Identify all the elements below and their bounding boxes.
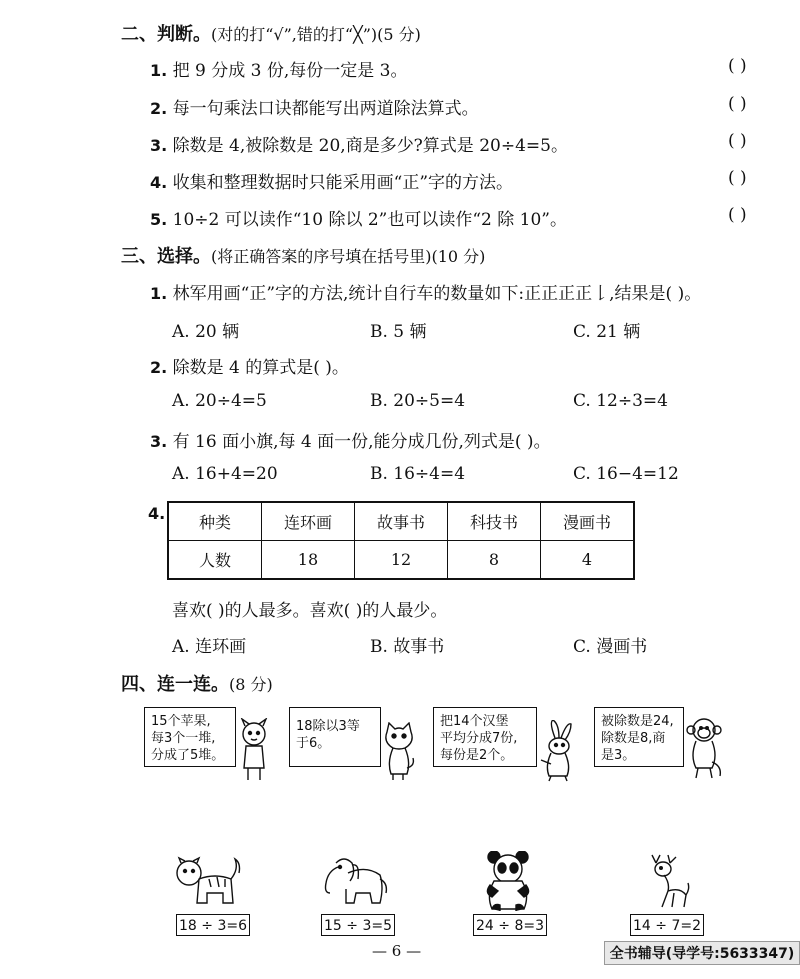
card-line: 被除数是24, [601, 714, 674, 729]
section-2-note: (对的打“√”,错的打“╳”)(5 分) [211, 25, 421, 44]
card-line: 把14个汉堡 [440, 714, 509, 729]
table-cell: 科技书 [448, 502, 541, 541]
elephant-icon [318, 853, 390, 911]
table-cell: 故事书 [355, 502, 448, 541]
card-line: 每3个一堆, [151, 731, 216, 746]
statement-card-3[interactable] [433, 707, 537, 767]
rabbit-icon [537, 720, 577, 782]
table-header-row [168, 502, 634, 541]
table-cell: 4 [541, 541, 635, 580]
judge-item-1 [150, 56, 408, 81]
item-text: 除数是 4,被除数是 20,商是多少?算式是 20÷4=5。 [172, 136, 568, 156]
item-number: 4. [148, 504, 166, 523]
tiger-icon [173, 855, 245, 911]
option-a[interactable]: A. 20÷4=5 [172, 391, 267, 411]
card-line: 15个苹果, [151, 714, 211, 729]
judge-item-4 [150, 168, 513, 193]
table-cell: 漫画书 [541, 502, 635, 541]
statement-card-1[interactable] [144, 707, 236, 767]
answer-blank[interactable]: ( ) [728, 205, 747, 225]
guide-badge: 全书辅导(导学号:5633347) [604, 941, 800, 965]
item-number: 5. [150, 210, 168, 229]
option-b[interactable]: B. 20÷5=4 [370, 391, 466, 411]
judge-item-2 [150, 94, 479, 119]
statement-card-4[interactable] [594, 707, 684, 767]
choice-question-2 [150, 353, 349, 378]
option-b[interactable]: B. 16÷4=4 [370, 464, 466, 484]
table-cell: 连环画 [261, 502, 354, 541]
answer-blank[interactable]: ( ) [728, 131, 747, 151]
card-line: 除数是8,商 [601, 731, 666, 746]
judge-item-5 [150, 205, 567, 230]
equation-box[interactable]: 14 ÷ 7=2 [630, 914, 704, 936]
option-b[interactable]: B. 故事书 [370, 637, 445, 657]
statement-card-2[interactable] [289, 707, 381, 767]
item-text: 10÷2 可以读作“10 除以 2”也可以读作“2 除 10”。 [172, 210, 567, 230]
section-3-heading [121, 242, 485, 268]
item-number: 3. [150, 136, 168, 155]
page-number: — 6 — [372, 942, 422, 960]
question-text: 林军用画“正”字的方法,统计自行车的数量如下:正正正正𠄌,结果是( )。 [172, 284, 702, 304]
equation-box[interactable]: 15 ÷ 3=5 [321, 914, 395, 936]
answer-blank[interactable]: ( ) [728, 168, 747, 188]
judge-item-3 [150, 131, 568, 156]
section-2-title: 二、判断。 [121, 24, 211, 45]
table-cell: 8 [448, 541, 541, 580]
card-line: 于6。 [296, 736, 331, 751]
section-3-title: 三、选择。 [121, 246, 211, 267]
table-cell: 12 [355, 541, 448, 580]
answer-blank[interactable]: ( ) [728, 94, 747, 114]
equation-box[interactable]: 24 ÷ 8=3 [473, 914, 547, 936]
section-4-title: 四、连一连。 [121, 674, 229, 695]
choice-question-4-text: 喜欢( )的人最多。喜欢( )的人最少。 [172, 601, 448, 621]
option-a[interactable]: A. 20 辆 [172, 322, 240, 342]
reading-table [167, 501, 635, 580]
table-cell: 18 [261, 541, 354, 580]
section-4-note: (8 分) [229, 675, 273, 694]
option-b[interactable]: B. 5 辆 [370, 322, 427, 342]
item-number: 2. [150, 99, 168, 118]
panda-icon [478, 851, 538, 913]
choice-question-1 [150, 279, 701, 304]
table-cell: 人数 [168, 541, 261, 580]
table-row [168, 541, 634, 580]
option-c[interactable]: C. 12÷3=4 [573, 391, 668, 411]
deer-icon [642, 853, 692, 911]
item-number: 1. [150, 284, 168, 303]
answer-blank[interactable]: ( ) [728, 56, 747, 76]
question-text: 有 16 面小旗,每 4 面一份,能分成几份,列式是( )。 [172, 432, 551, 452]
card-line: 平均分成7份, [440, 731, 518, 746]
equation-box[interactable]: 18 ÷ 3=6 [176, 914, 250, 936]
item-number: 1. [150, 61, 168, 80]
section-2-heading [121, 20, 421, 46]
option-c[interactable]: C. 漫画书 [573, 637, 648, 657]
item-text: 收集和整理数据时只能采用画“正”字的方法。 [172, 173, 514, 193]
option-a[interactable]: A. 16+4=20 [172, 464, 278, 484]
monkey-icon [684, 716, 724, 780]
kitten-icon [381, 722, 417, 782]
card-line: 是3。 [601, 748, 636, 763]
cat-girl-icon [236, 718, 272, 782]
card-line: 每份是2个。 [440, 748, 514, 763]
option-c[interactable]: C. 16−4=12 [573, 464, 679, 484]
card-line: 18除以3等 [296, 719, 360, 734]
item-number: 3. [150, 432, 168, 451]
section-3-note: (将正确答案的序号填在括号里)(10 分) [211, 247, 486, 266]
item-number: 2. [150, 358, 168, 377]
section-4-heading [121, 670, 273, 696]
item-text: 每一句乘法口诀都能写出两道除法算式。 [172, 99, 479, 119]
card-line: 分成了5堆。 [151, 748, 225, 763]
item-number: 4. [150, 173, 168, 192]
question-text: 除数是 4 的算式是( )。 [172, 358, 349, 378]
choice-question-3 [150, 427, 551, 452]
table-cell: 种类 [168, 502, 261, 541]
option-c[interactable]: C. 21 辆 [573, 322, 641, 342]
item-text: 把 9 分成 3 份,每份一定是 3。 [172, 61, 408, 81]
choice-question-4-number [148, 504, 165, 524]
option-a[interactable]: A. 连环画 [172, 637, 247, 657]
